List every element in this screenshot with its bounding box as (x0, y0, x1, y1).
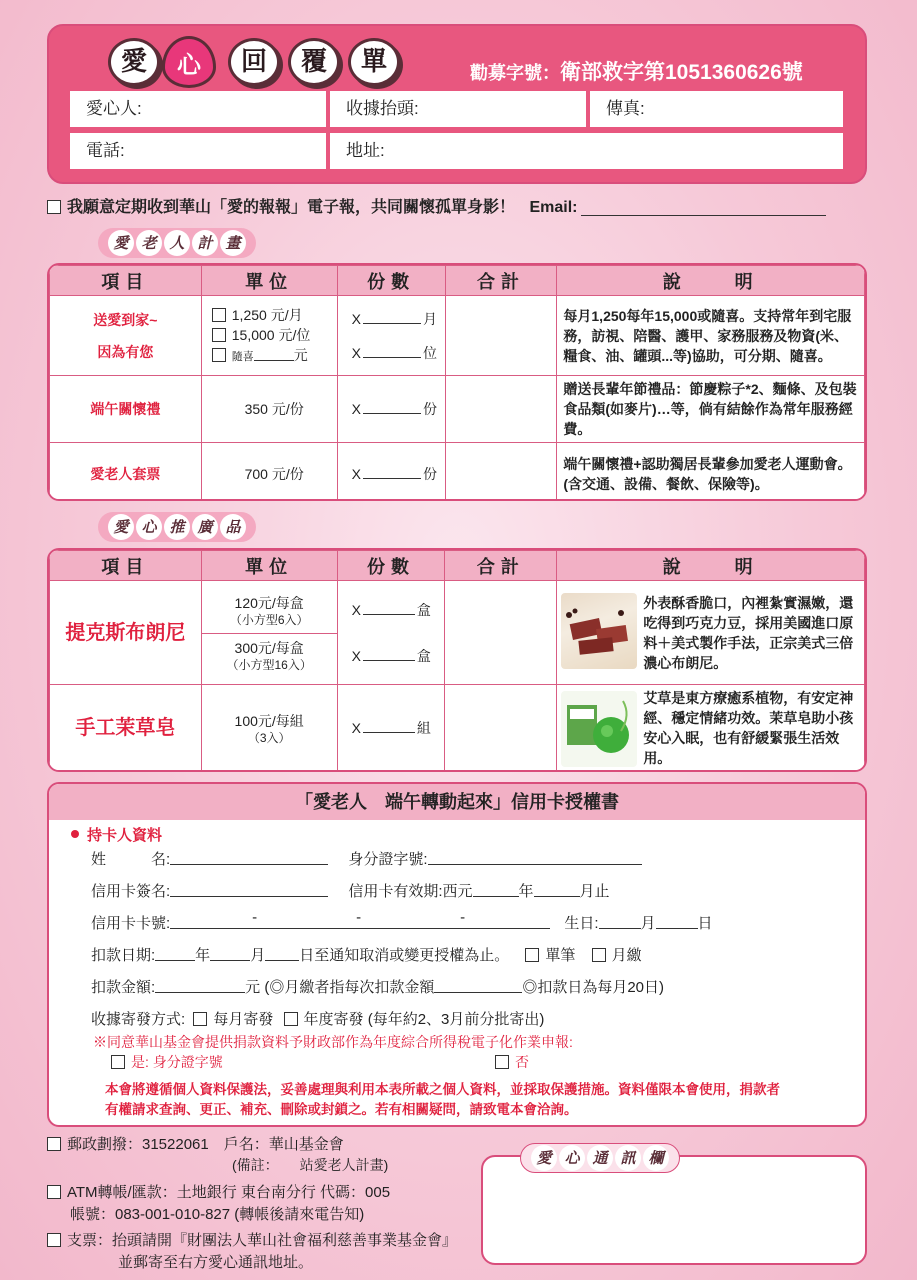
card-number-row: 信用卡卡號: - - - 生日: 月 日 (91, 909, 713, 932)
unit-cell: 700 元/份 (201, 443, 337, 502)
address-field[interactable]: 地址: (330, 133, 843, 169)
name-input[interactable] (170, 853, 328, 865)
atm-checkbox[interactable] (47, 1185, 61, 1199)
desc-cell: 外表酥香脆口，內裡紮實濕嫩，還吃得到巧克力豆，採用美國進口原料＋美式製作手法，正宗美式三倍濃心布朗尼。 (557, 581, 865, 685)
desc-cell: 艾草是東方療癒系植物，有安定神經、穩定情緒功效。茉草皂助小孩安心入眠，也有舒緩緊張生活效用。 (557, 685, 865, 772)
bullet-icon (71, 830, 79, 838)
desc-cell: 端午關懷禮+認助獨居長輩參加愛老人運動會。(含交通、設備、餐飲、保險等)。 (557, 443, 865, 502)
monthly-checkbox[interactable] (592, 948, 606, 962)
email-input[interactable] (581, 202, 826, 216)
privacy-line-1: 本會將遵循個人資料保護法，妥善處理與利用本表所載之個人資料，並採取保護措施。資料僅限本會使用，捐款者 (105, 1082, 780, 1097)
total-cell[interactable] (445, 581, 557, 685)
col-header-total: 合計 (445, 551, 557, 581)
deduct-day-input[interactable] (265, 949, 299, 961)
plan-table (49, 265, 865, 501)
tax-note: ※同意華山基金會提供捐款資料予財政部作為年度綜合所得稅電子化作業申報: (93, 1034, 573, 1050)
deduct-date-row: 扣款日期: 年 月 日至通知取消或變更授權為止。 單筆 月繳 (91, 947, 642, 964)
fax-field[interactable]: 傳真: (590, 91, 843, 127)
product-table (49, 550, 865, 772)
privacy-line-2: 有權請求查詢、更正、補充、刪除或封鎖之。若有相關疑問，請致電本會洽詢。 (105, 1102, 578, 1117)
total-cell[interactable] (445, 376, 557, 443)
message-box-title: 愛 心 通 訊 欄 (520, 1143, 680, 1173)
deduct-month-input[interactable] (210, 949, 250, 961)
plan-table-wrap (47, 263, 867, 501)
product-section-badge: 愛 心 推 廣 品 (98, 512, 256, 542)
item-name: 手工茉草皂 (50, 685, 202, 772)
table-row (50, 685, 865, 772)
expiry-month-input[interactable] (534, 885, 580, 897)
title-char: 單 (348, 38, 400, 86)
subscribe-checkbox[interactable] (47, 200, 61, 214)
brownie-image (561, 593, 637, 669)
qty-cell[interactable]: X 月 X 位 (337, 296, 445, 376)
single-checkbox[interactable] (525, 948, 539, 962)
deduct-year-input[interactable] (155, 949, 195, 961)
table-row (50, 296, 865, 376)
soap-image (561, 691, 637, 767)
check-row: 支票：抬頭請開『財團法人華山社會福利慈善事業基金會』 (47, 1229, 457, 1250)
table-row (50, 443, 865, 502)
id-input[interactable] (428, 853, 642, 865)
qty-cell[interactable]: X 份 (337, 443, 445, 502)
monthly-amount-input[interactable] (434, 981, 522, 993)
tax-no-row: 否 (495, 1052, 529, 1072)
tax-no-checkbox[interactable] (495, 1055, 509, 1069)
qty-cell[interactable]: X 盒 X 盒 (337, 581, 445, 685)
subscribe-text: 我願意定期收到華山「愛的報報」電子報，共同關懷孤單身影！ (67, 199, 516, 216)
name-row: 姓 名: 身分證字號: (91, 848, 642, 869)
check-note: 並郵寄至右方愛心通訊地址。 (118, 1254, 314, 1271)
product-table-wrap (47, 548, 867, 772)
title-char: 覆 (288, 38, 340, 86)
col-header-unit: 單位 (201, 551, 337, 581)
amount-row: 扣款金額: 元 (◎月繳者指每次扣款金額 ◎扣款日為每月20日) (91, 979, 665, 996)
desc-cell: 每月1,250每年15,000或隨喜。支持常年到宅服務，訪視、陪醫、護甲、家務服務及物資(米、糧食、油、罐頭...等)協助，可分期、隨喜。 (557, 296, 865, 376)
expiry-year-input[interactable] (473, 885, 519, 897)
holder-label: 持卡人資料 (71, 824, 162, 845)
table-row (50, 376, 865, 443)
unit-checkbox[interactable] (212, 308, 226, 322)
receipt-monthly-checkbox[interactable] (193, 1012, 207, 1026)
qty-cell[interactable]: X 組 (337, 685, 445, 772)
phone-field[interactable]: 電話: (70, 133, 326, 169)
col-header-unit: 單位 (201, 266, 337, 296)
item-name: 送愛到家~ 因為有您 (50, 296, 202, 376)
col-header-item: 項目 (50, 266, 202, 296)
card-number-input[interactable]: - - - (170, 917, 550, 929)
tax-yes-checkbox[interactable] (111, 1055, 125, 1069)
subscribe-row (47, 194, 872, 217)
unit-checkbox[interactable] (212, 328, 226, 342)
permit-number: 勸募字號：衛部救字第1051360626號 (470, 61, 803, 84)
atm-account: 帳號：083-001-010-827 (轉帳後請來電告知) (70, 1206, 365, 1223)
col-header-qty: 份數 (337, 266, 445, 296)
col-header-total: 合計 (445, 266, 557, 296)
form-title (50, 38, 387, 94)
item-name: 提克斯布朗尼 (50, 581, 202, 685)
check-checkbox[interactable] (47, 1233, 61, 1247)
col-header-desc: 說 明 (557, 551, 865, 581)
receipt-row: 收據寄發方式: 每月寄發 年度寄發 (每年約2、3月前分批寄出) (91, 1011, 545, 1028)
postal-checkbox[interactable] (47, 1137, 61, 1151)
unit-cell: 350 元/份 (201, 376, 337, 443)
title-char: 回 (228, 38, 280, 86)
donor-field[interactable]: 愛心人: (70, 91, 326, 127)
col-header-desc: 說 明 (557, 266, 865, 296)
receipt-yearly-checkbox[interactable] (284, 1012, 298, 1026)
heart-icon: 心 (162, 36, 216, 88)
plan-section-badge: 愛 老 人 計 畫 (98, 228, 256, 258)
credit-card-form (47, 782, 867, 1127)
unit-options: 1,250 元/月 15,000 元/位 隨喜 元 (201, 296, 337, 376)
postal-row: 郵政劃撥：31522061 戶名：華山基金會 (47, 1133, 344, 1154)
desc-cell: 贈送長輩年節禮品：節慶粽子*2、麵條、及包裝食品類(如麥片)…等，倘有結餘作為常年服務經費。 (557, 376, 865, 443)
unit-checkbox[interactable] (212, 348, 226, 362)
sign-row: 信用卡簽名: 信用卡有效期:西元 年 月止 (91, 883, 610, 900)
total-cell[interactable] (445, 685, 557, 772)
qty-cell[interactable]: X 份 (337, 376, 445, 443)
table-row (50, 581, 865, 685)
col-header-qty: 份數 (337, 551, 445, 581)
postal-note: (備註： 站愛老人計畫) (232, 1157, 389, 1173)
col-header-item: 項目 (50, 551, 202, 581)
unit-cell: 120元/每盒 （小方型6入） 300元/每盒 （小方型16入） (201, 581, 337, 685)
birth-day-input[interactable] (656, 917, 698, 929)
item-name: 端午關懷禮 (50, 376, 202, 443)
total-cell[interactable] (445, 443, 557, 502)
email-label: Email: (529, 199, 578, 216)
unit-cell: 100元/每組 （3入） (201, 685, 337, 772)
receipt-title-field[interactable]: 收據抬頭: (330, 91, 586, 127)
atm-row: ATM轉帳/匯款：土地銀行 東台南分行 代碼：005 (47, 1181, 390, 1202)
amount-input[interactable] (155, 981, 245, 993)
total-cell[interactable] (445, 296, 557, 376)
tax-yes-row: 是: 身分證字號 (111, 1052, 223, 1072)
birth-month-input[interactable] (599, 917, 641, 929)
card-form-title: 「愛老人 端午轉動起來」信用卡授權書 (49, 784, 865, 820)
item-name: 愛老人套票 (50, 443, 202, 502)
title-char: 愛 (108, 38, 160, 86)
sign-input[interactable] (170, 885, 328, 897)
